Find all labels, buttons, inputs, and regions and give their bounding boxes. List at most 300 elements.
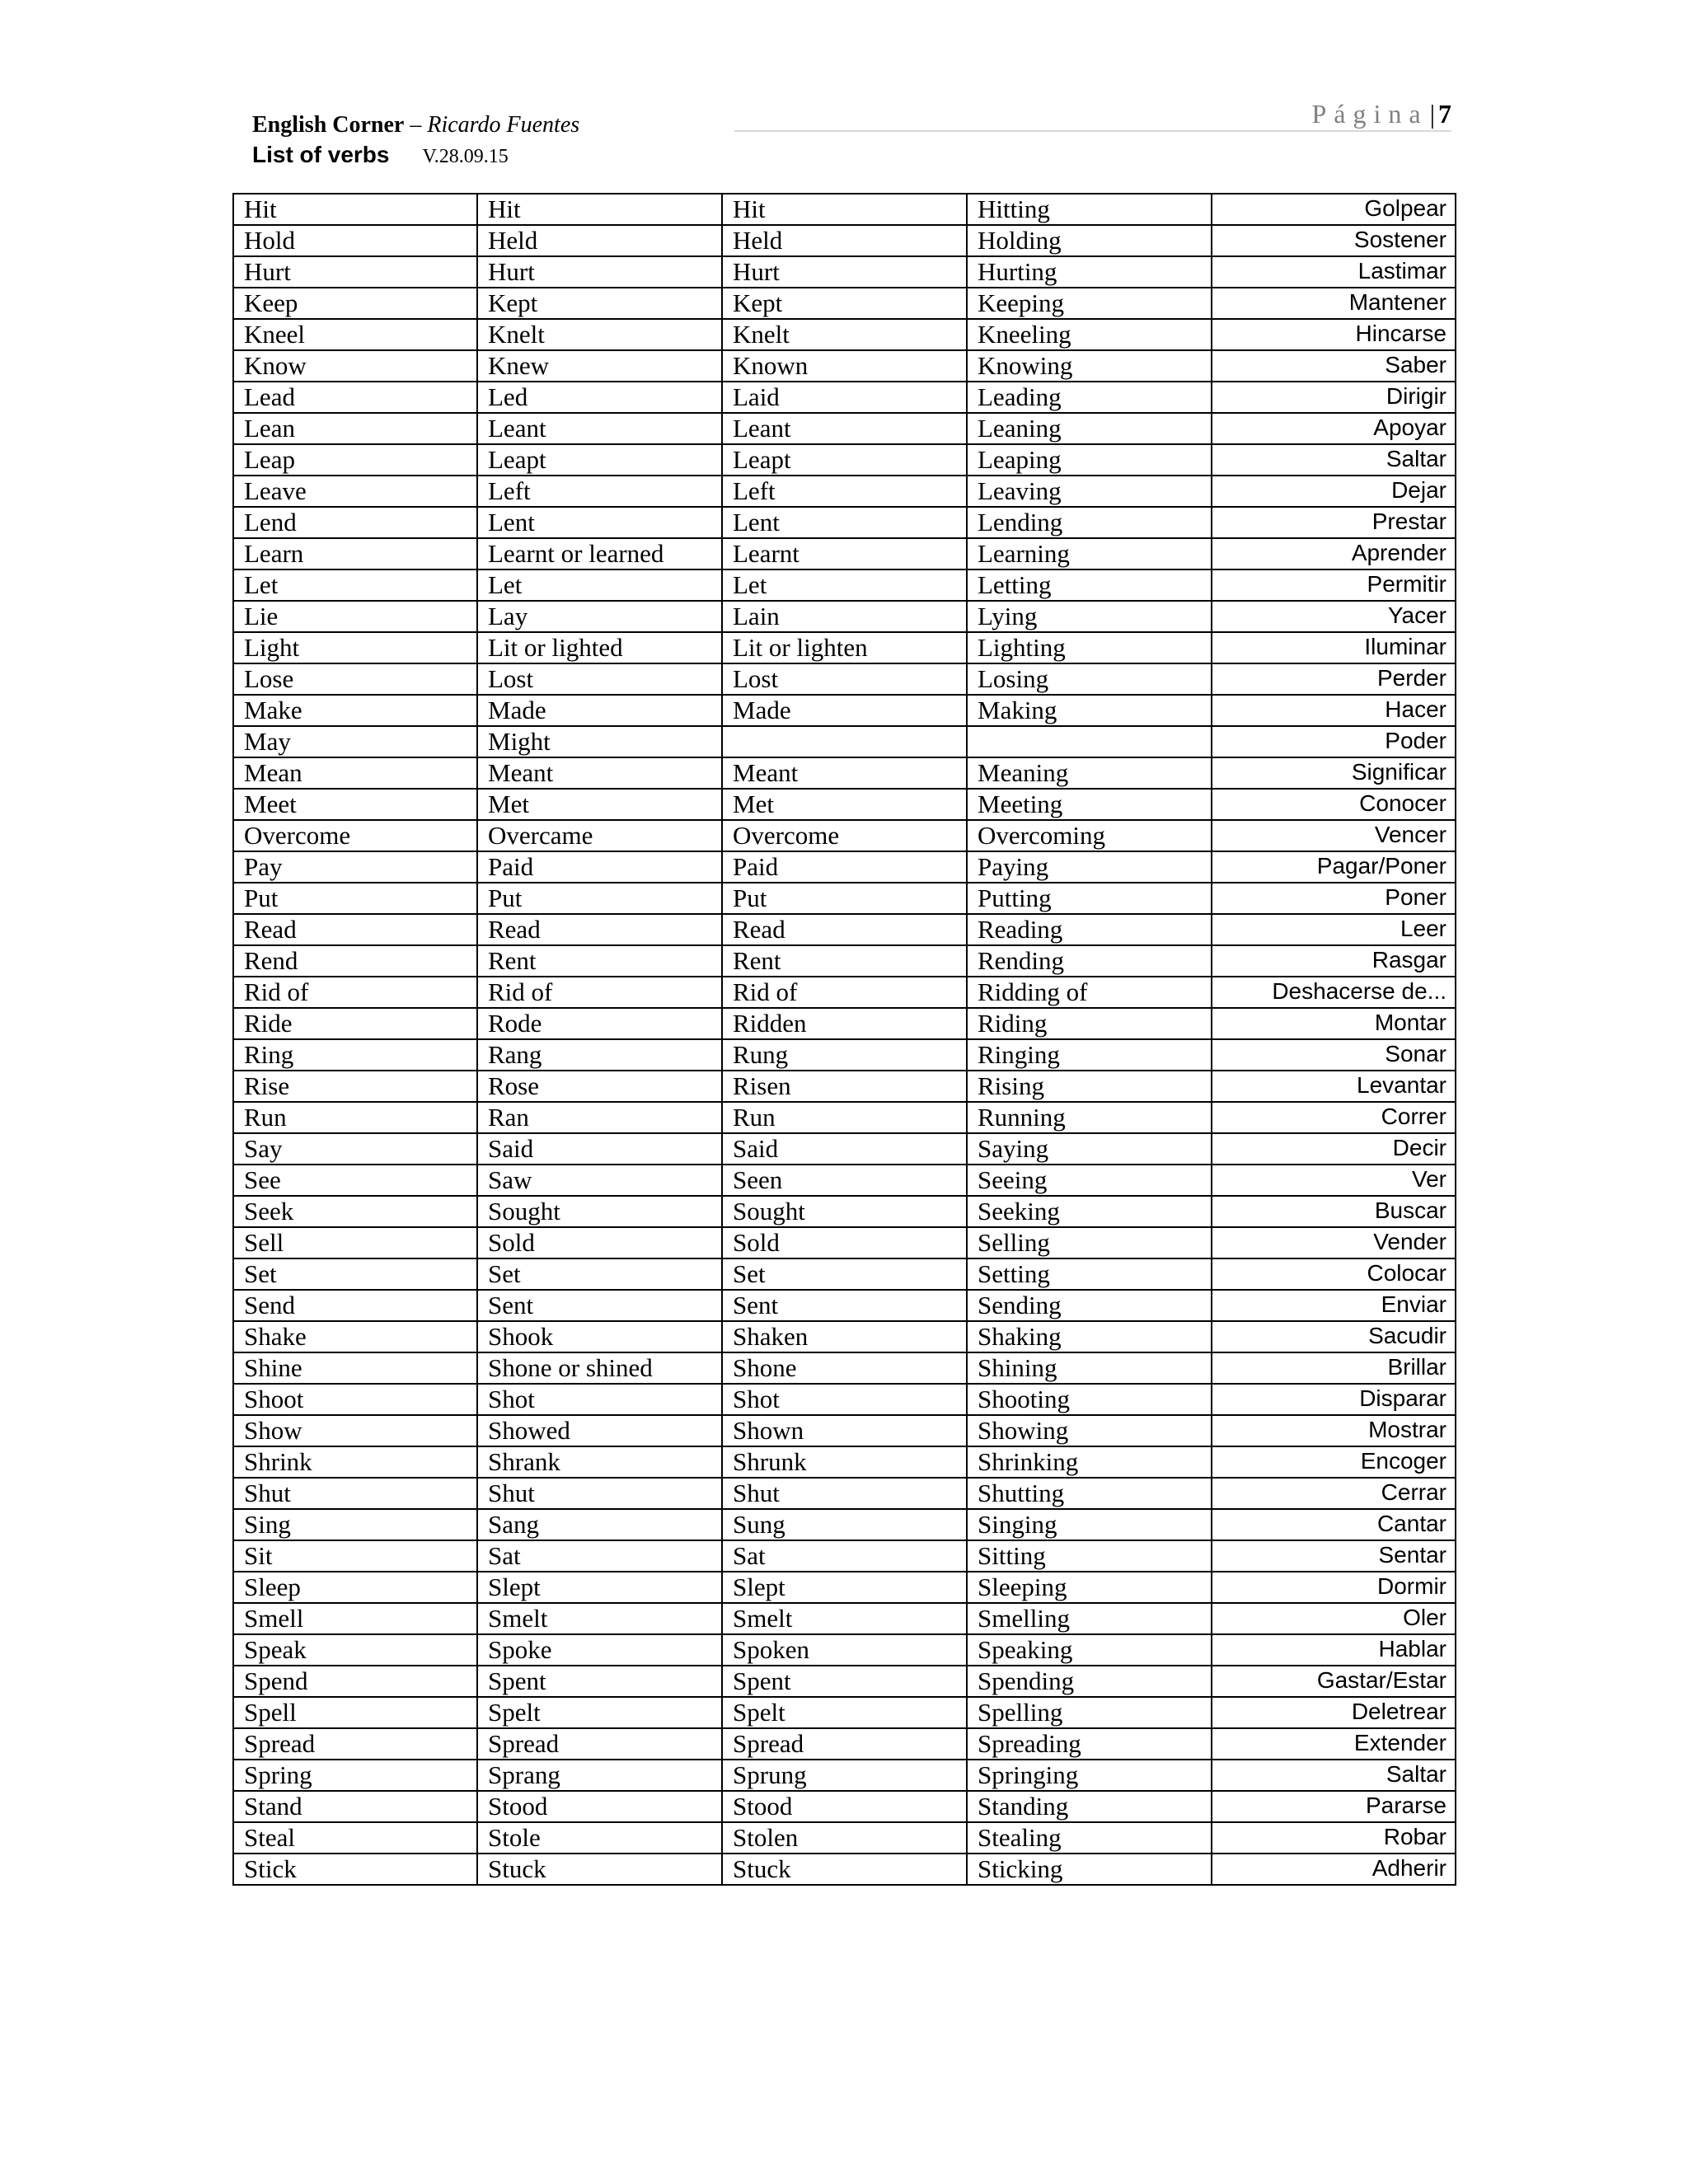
spanish-translation-cell: Rasgar: [1212, 945, 1456, 977]
past-simple-cell: Hurt: [477, 256, 722, 288]
author-name: Ricardo Fuentes: [427, 112, 580, 138]
spanish-translation-cell: Permitir: [1212, 569, 1456, 601]
table-row: [233, 1133, 1456, 1165]
past-simple-cell: Kept: [477, 288, 722, 319]
table-row: [233, 1290, 1456, 1321]
table-row: [233, 256, 1456, 288]
table-row: [233, 1102, 1456, 1133]
table-row: [233, 977, 1456, 1008]
past-simple-cell: Shone or shined: [477, 1352, 722, 1384]
past-simple-cell: Knew: [477, 350, 722, 382]
infinitive-cell: Rise: [233, 1071, 477, 1102]
past-participle-cell: Made: [722, 695, 967, 726]
table-row: [233, 1791, 1456, 1822]
header-attribution: [252, 112, 579, 138]
gerund-cell: Meaning: [967, 757, 1212, 789]
past-simple-cell: Set: [477, 1258, 722, 1290]
table-row: [233, 1697, 1456, 1728]
table-row: [233, 569, 1456, 601]
spanish-translation-cell: Encoger: [1212, 1446, 1456, 1478]
spanish-translation-cell: Buscar: [1212, 1196, 1456, 1227]
past-participle-cell: Ridden: [722, 1008, 967, 1039]
gerund-cell: [967, 726, 1212, 757]
table-row: [233, 225, 1456, 256]
table-row: [233, 1165, 1456, 1196]
spanish-translation-cell: Apoyar: [1212, 413, 1456, 444]
past-participle-cell: Sold: [722, 1227, 967, 1258]
table-row: [233, 1728, 1456, 1760]
gerund-cell: Showing: [967, 1415, 1212, 1446]
table-row: [233, 1509, 1456, 1540]
spanish-translation-cell: Cantar: [1212, 1509, 1456, 1540]
past-simple-cell: Spelt: [477, 1697, 722, 1728]
table-row: [233, 1071, 1456, 1102]
past-simple-cell: Learnt or learned: [477, 538, 722, 569]
spanish-translation-cell: Vencer: [1212, 820, 1456, 851]
infinitive-cell: Show: [233, 1415, 477, 1446]
gerund-cell: Kneeling: [967, 319, 1212, 350]
past-participle-cell: [722, 726, 967, 757]
table-row: [233, 1008, 1456, 1039]
gerund-cell: Selling: [967, 1227, 1212, 1258]
gerund-cell: Hitting: [967, 194, 1212, 225]
table-row: [233, 476, 1456, 507]
table-row: [233, 914, 1456, 945]
infinitive-cell: Lose: [233, 663, 477, 695]
past-simple-cell: Rang: [477, 1039, 722, 1071]
infinitive-cell: See: [233, 1165, 477, 1196]
past-participle-cell: Left: [722, 476, 967, 507]
table-row: [233, 883, 1456, 914]
table-row: [233, 1196, 1456, 1227]
past-participle-cell: Laid: [722, 382, 967, 413]
brand-name: English Corner: [252, 112, 405, 138]
infinitive-cell: Send: [233, 1290, 477, 1321]
gerund-cell: Spreading: [967, 1728, 1212, 1760]
table-row: [233, 726, 1456, 757]
infinitive-cell: May: [233, 726, 477, 757]
gerund-cell: Sitting: [967, 1540, 1212, 1572]
past-simple-cell: Showed: [477, 1415, 722, 1446]
spanish-translation-cell: Brillar: [1212, 1352, 1456, 1384]
table-row: [233, 350, 1456, 382]
header-dash: –: [404, 112, 428, 138]
past-participle-cell: Spread: [722, 1728, 967, 1760]
verbs-table: [232, 193, 1456, 1886]
infinitive-cell: Sleep: [233, 1572, 477, 1603]
past-participle-cell: Shot: [722, 1384, 967, 1415]
past-simple-cell: Lit or lighted: [477, 632, 722, 663]
spanish-translation-cell: Hincarse: [1212, 319, 1456, 350]
gerund-cell: Sleeping: [967, 1572, 1212, 1603]
past-simple-cell: Put: [477, 883, 722, 914]
spanish-translation-cell: Sonar: [1212, 1039, 1456, 1071]
spanish-translation-cell: Cerrar: [1212, 1478, 1456, 1509]
past-simple-cell: Stole: [477, 1822, 722, 1854]
table-row: [233, 1352, 1456, 1384]
gerund-cell: Shaking: [967, 1321, 1212, 1352]
past-participle-cell: Sprung: [722, 1760, 967, 1791]
infinitive-cell: Leap: [233, 444, 477, 476]
past-simple-cell: Spread: [477, 1728, 722, 1760]
past-simple-cell: Stuck: [477, 1854, 722, 1885]
past-participle-cell: Sent: [722, 1290, 967, 1321]
page-header: [252, 99, 1451, 173]
gerund-cell: Spelling: [967, 1697, 1212, 1728]
infinitive-cell: Read: [233, 914, 477, 945]
infinitive-cell: Shake: [233, 1321, 477, 1352]
spanish-translation-cell: Sostener: [1212, 225, 1456, 256]
infinitive-cell: Hold: [233, 225, 477, 256]
spanish-translation-cell: Saltar: [1212, 444, 1456, 476]
past-simple-cell: Stood: [477, 1791, 722, 1822]
infinitive-cell: Lie: [233, 601, 477, 632]
past-participle-cell: Run: [722, 1102, 967, 1133]
infinitive-cell: Spell: [233, 1697, 477, 1728]
past-participle-cell: Spelt: [722, 1697, 967, 1728]
gerund-cell: Lighting: [967, 632, 1212, 663]
spanish-translation-cell: Robar: [1212, 1822, 1456, 1854]
infinitive-cell: Spring: [233, 1760, 477, 1791]
infinitive-cell: Overcome: [233, 820, 477, 851]
table-row: [233, 1572, 1456, 1603]
past-participle-cell: Shut: [722, 1478, 967, 1509]
spanish-translation-cell: Poder: [1212, 726, 1456, 757]
infinitive-cell: Shoot: [233, 1384, 477, 1415]
past-participle-cell: Shrunk: [722, 1446, 967, 1478]
infinitive-cell: Put: [233, 883, 477, 914]
spanish-translation-cell: Disparar: [1212, 1384, 1456, 1415]
spanish-translation-cell: Deletrear: [1212, 1697, 1456, 1728]
infinitive-cell: Speak: [233, 1634, 477, 1666]
table-row: [233, 1634, 1456, 1666]
past-simple-cell: Lent: [477, 507, 722, 538]
gerund-cell: Rising: [967, 1071, 1212, 1102]
past-participle-cell: Rid of: [722, 977, 967, 1008]
spanish-translation-cell: Ver: [1212, 1165, 1456, 1196]
gerund-cell: Ringing: [967, 1039, 1212, 1071]
past-participle-cell: Said: [722, 1133, 967, 1165]
spanish-translation-cell: Dirigir: [1212, 382, 1456, 413]
gerund-cell: Leaping: [967, 444, 1212, 476]
gerund-cell: Lending: [967, 507, 1212, 538]
gerund-cell: Shining: [967, 1352, 1212, 1384]
gerund-cell: Shutting: [967, 1478, 1212, 1509]
table-row: [233, 444, 1456, 476]
page-number-label: [1312, 99, 1452, 129]
table-row: [233, 1415, 1456, 1446]
gerund-cell: Losing: [967, 663, 1212, 695]
infinitive-cell: Rend: [233, 945, 477, 977]
gerund-cell: Shooting: [967, 1384, 1212, 1415]
table-row: [233, 507, 1456, 538]
past-participle-cell: Lent: [722, 507, 967, 538]
gerund-cell: Paying: [967, 851, 1212, 883]
infinitive-cell: Set: [233, 1258, 477, 1290]
past-participle-cell: Read: [722, 914, 967, 945]
past-simple-cell: Paid: [477, 851, 722, 883]
past-simple-cell: Sat: [477, 1540, 722, 1572]
past-simple-cell: Rent: [477, 945, 722, 977]
spanish-translation-cell: Prestar: [1212, 507, 1456, 538]
gerund-cell: Spending: [967, 1666, 1212, 1697]
table-row: [233, 663, 1456, 695]
infinitive-cell: Spread: [233, 1728, 477, 1760]
spanish-translation-cell: Aprender: [1212, 538, 1456, 569]
header-doc-info: [252, 142, 509, 168]
gerund-cell: Letting: [967, 569, 1212, 601]
table-row: [233, 1478, 1456, 1509]
past-simple-cell: Left: [477, 476, 722, 507]
gerund-cell: Keeping: [967, 288, 1212, 319]
past-participle-cell: Met: [722, 789, 967, 820]
table-row: [233, 538, 1456, 569]
infinitive-cell: Sing: [233, 1509, 477, 1540]
past-simple-cell: Rode: [477, 1008, 722, 1039]
spanish-translation-cell: Deshacerse de...: [1212, 977, 1456, 1008]
spanish-translation-cell: Dormir: [1212, 1572, 1456, 1603]
past-simple-cell: Sang: [477, 1509, 722, 1540]
past-simple-cell: Led: [477, 382, 722, 413]
table-row: [233, 1666, 1456, 1697]
past-simple-cell: Met: [477, 789, 722, 820]
past-simple-cell: Saw: [477, 1165, 722, 1196]
past-simple-cell: Sprang: [477, 1760, 722, 1791]
spanish-translation-cell: Colocar: [1212, 1258, 1456, 1290]
document-version: V.28.09.15: [422, 146, 509, 167]
table-row: [233, 1321, 1456, 1352]
infinitive-cell: Learn: [233, 538, 477, 569]
table-row: [233, 382, 1456, 413]
past-simple-cell: Ran: [477, 1102, 722, 1133]
gerund-cell: Shrinking: [967, 1446, 1212, 1478]
past-simple-cell: Hit: [477, 194, 722, 225]
spanish-translation-cell: Levantar: [1212, 1071, 1456, 1102]
spanish-translation-cell: Oler: [1212, 1603, 1456, 1634]
page-number: 7: [1438, 99, 1451, 129]
infinitive-cell: Let: [233, 569, 477, 601]
past-simple-cell: Leant: [477, 413, 722, 444]
spanish-translation-cell: Pagar/Poner: [1212, 851, 1456, 883]
table-row: [233, 632, 1456, 663]
gerund-cell: Leaving: [967, 476, 1212, 507]
past-simple-cell: Shook: [477, 1321, 722, 1352]
gerund-cell: Holding: [967, 225, 1212, 256]
spanish-translation-cell: Lastimar: [1212, 256, 1456, 288]
table-row: [233, 789, 1456, 820]
infinitive-cell: Steal: [233, 1822, 477, 1854]
past-simple-cell: Made: [477, 695, 722, 726]
table-row: [233, 1540, 1456, 1572]
table-row: [233, 1760, 1456, 1791]
spanish-translation-cell: Significar: [1212, 757, 1456, 789]
gerund-cell: Springing: [967, 1760, 1212, 1791]
infinitive-cell: Sit: [233, 1540, 477, 1572]
verbs-table-body: [233, 194, 1456, 1885]
past-participle-cell: Hurt: [722, 256, 967, 288]
past-participle-cell: Rent: [722, 945, 967, 977]
past-participle-cell: Spoken: [722, 1634, 967, 1666]
spanish-translation-cell: Correr: [1212, 1102, 1456, 1133]
infinitive-cell: Say: [233, 1133, 477, 1165]
past-participle-cell: Spent: [722, 1666, 967, 1697]
past-simple-cell: Read: [477, 914, 722, 945]
table-row: [233, 1258, 1456, 1290]
infinitive-cell: Light: [233, 632, 477, 663]
table-row: [233, 1039, 1456, 1071]
spanish-translation-cell: Sacudir: [1212, 1321, 1456, 1352]
gerund-cell: Meeting: [967, 789, 1212, 820]
infinitive-cell: Seek: [233, 1196, 477, 1227]
infinitive-cell: Lead: [233, 382, 477, 413]
gerund-cell: Smelling: [967, 1603, 1212, 1634]
gerund-cell: Hurting: [967, 256, 1212, 288]
spanish-translation-cell: Sentar: [1212, 1540, 1456, 1572]
gerund-cell: Standing: [967, 1791, 1212, 1822]
past-simple-cell: Shot: [477, 1384, 722, 1415]
gerund-cell: Setting: [967, 1258, 1212, 1290]
past-participle-cell: Slept: [722, 1572, 967, 1603]
header-divider: [734, 130, 1451, 132]
spanish-translation-cell: Montar: [1212, 1008, 1456, 1039]
infinitive-cell: Ring: [233, 1039, 477, 1071]
past-simple-cell: Shrank: [477, 1446, 722, 1478]
table-row: [233, 194, 1456, 225]
past-participle-cell: Learnt: [722, 538, 967, 569]
spanish-translation-cell: Adherir: [1212, 1854, 1456, 1885]
gerund-cell: Learning: [967, 538, 1212, 569]
spanish-translation-cell: Saber: [1212, 350, 1456, 382]
past-participle-cell: Lit or lighten: [722, 632, 967, 663]
past-participle-cell: Risen: [722, 1071, 967, 1102]
past-simple-cell: Held: [477, 225, 722, 256]
spanish-translation-cell: Mostrar: [1212, 1415, 1456, 1446]
gerund-cell: Leaning: [967, 413, 1212, 444]
table-row: [233, 1822, 1456, 1854]
past-participle-cell: Stood: [722, 1791, 967, 1822]
infinitive-cell: Ride: [233, 1008, 477, 1039]
table-row: [233, 851, 1456, 883]
table-row: [233, 1227, 1456, 1258]
past-participle-cell: Sung: [722, 1509, 967, 1540]
past-participle-cell: Shaken: [722, 1321, 967, 1352]
infinitive-cell: Lend: [233, 507, 477, 538]
spanish-translation-cell: Hacer: [1212, 695, 1456, 726]
past-participle-cell: Lost: [722, 663, 967, 695]
past-simple-cell: Sent: [477, 1290, 722, 1321]
past-participle-cell: Hit: [722, 194, 967, 225]
past-simple-cell: Sought: [477, 1196, 722, 1227]
spanish-translation-cell: Enviar: [1212, 1290, 1456, 1321]
table-row: [233, 1603, 1456, 1634]
table-row: [233, 413, 1456, 444]
gerund-cell: Putting: [967, 883, 1212, 914]
gerund-cell: Seeking: [967, 1196, 1212, 1227]
past-participle-cell: Overcome: [722, 820, 967, 851]
gerund-cell: Sending: [967, 1290, 1212, 1321]
document-title: List of verbs: [252, 142, 390, 167]
past-simple-cell: Spoke: [477, 1634, 722, 1666]
infinitive-cell: Mean: [233, 757, 477, 789]
infinitive-cell: Spend: [233, 1666, 477, 1697]
infinitive-cell: Sell: [233, 1227, 477, 1258]
past-participle-cell: Rung: [722, 1039, 967, 1071]
page-word: Página: [1311, 99, 1428, 129]
past-participle-cell: Seen: [722, 1165, 967, 1196]
gerund-cell: Running: [967, 1102, 1212, 1133]
past-simple-cell: Rose: [477, 1071, 722, 1102]
past-participle-cell: Stolen: [722, 1822, 967, 1854]
gerund-cell: Overcoming: [967, 820, 1212, 851]
gerund-cell: Seeing: [967, 1165, 1212, 1196]
gerund-cell: Rending: [967, 945, 1212, 977]
past-simple-cell: Might: [477, 726, 722, 757]
past-simple-cell: Overcame: [477, 820, 722, 851]
gerund-cell: Ridding of: [967, 977, 1212, 1008]
past-participle-cell: Paid: [722, 851, 967, 883]
past-participle-cell: Lain: [722, 601, 967, 632]
gerund-cell: Stealing: [967, 1822, 1212, 1854]
infinitive-cell: Kneel: [233, 319, 477, 350]
spanish-translation-cell: Saltar: [1212, 1760, 1456, 1791]
infinitive-cell: Meet: [233, 789, 477, 820]
table-row: [233, 1854, 1456, 1885]
infinitive-cell: Make: [233, 695, 477, 726]
table-row: [233, 695, 1456, 726]
gerund-cell: Sticking: [967, 1854, 1212, 1885]
gerund-cell: Lying: [967, 601, 1212, 632]
table-row: [233, 1446, 1456, 1478]
past-participle-cell: Held: [722, 225, 967, 256]
past-participle-cell: Sat: [722, 1540, 967, 1572]
table-row: [233, 945, 1456, 977]
past-simple-cell: Knelt: [477, 319, 722, 350]
past-simple-cell: Lay: [477, 601, 722, 632]
spanish-translation-cell: Gastar/Estar: [1212, 1666, 1456, 1697]
past-participle-cell: Set: [722, 1258, 967, 1290]
past-simple-cell: Smelt: [477, 1603, 722, 1634]
gerund-cell: Reading: [967, 914, 1212, 945]
infinitive-cell: Stand: [233, 1791, 477, 1822]
gerund-cell: Knowing: [967, 350, 1212, 382]
infinitive-cell: Shut: [233, 1478, 477, 1509]
spanish-translation-cell: Leer: [1212, 914, 1456, 945]
past-participle-cell: Stuck: [722, 1854, 967, 1885]
infinitive-cell: Know: [233, 350, 477, 382]
infinitive-cell: Leave: [233, 476, 477, 507]
infinitive-cell: Run: [233, 1102, 477, 1133]
table-row: [233, 757, 1456, 789]
spanish-translation-cell: Golpear: [1212, 194, 1456, 225]
infinitive-cell: Shine: [233, 1352, 477, 1384]
spanish-translation-cell: Iluminar: [1212, 632, 1456, 663]
infinitive-cell: Smell: [233, 1603, 477, 1634]
past-participle-cell: Kept: [722, 288, 967, 319]
table-row: [233, 288, 1456, 319]
gerund-cell: Speaking: [967, 1634, 1212, 1666]
past-simple-cell: Slept: [477, 1572, 722, 1603]
past-participle-cell: Smelt: [722, 1603, 967, 1634]
past-simple-cell: Lost: [477, 663, 722, 695]
spanish-translation-cell: Extender: [1212, 1728, 1456, 1760]
table-row: [233, 601, 1456, 632]
past-simple-cell: Said: [477, 1133, 722, 1165]
past-participle-cell: Leapt: [722, 444, 967, 476]
past-participle-cell: Shone: [722, 1352, 967, 1384]
spanish-translation-cell: Perder: [1212, 663, 1456, 695]
infinitive-cell: Stick: [233, 1854, 477, 1885]
past-participle-cell: Meant: [722, 757, 967, 789]
